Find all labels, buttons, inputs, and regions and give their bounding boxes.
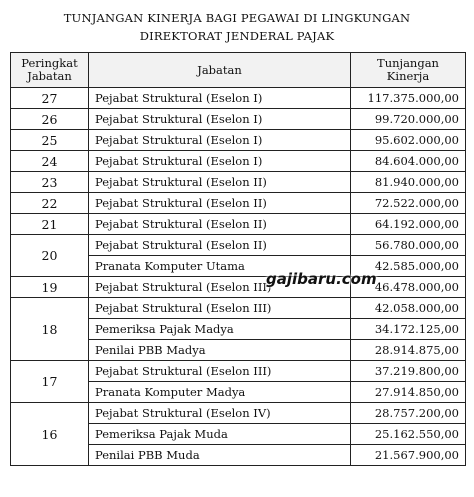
grade-cell: 26: [11, 109, 89, 130]
allowance-cell: 84.604.000,00: [351, 151, 466, 172]
grade-cell: 19: [11, 277, 89, 298]
grade-cell: 23: [11, 172, 89, 193]
position-cell: Pranata Komputer Utama: [89, 256, 351, 277]
position-cell: Pemeriksa Pajak Madya: [89, 319, 351, 340]
table-row: [11, 361, 466, 382]
position-cell: Pranata Komputer Madya: [89, 382, 351, 403]
allowance-cell: 28.757.200,00: [351, 403, 466, 424]
grade-cell: 27: [11, 88, 89, 109]
position-cell: Pejabat Struktural (Eselon IV): [89, 403, 351, 424]
position-cell: Penilai PBB Muda: [89, 445, 351, 466]
table-row: [11, 172, 466, 193]
allowance-cell: 34.172.125,00: [351, 319, 466, 340]
table-row: [11, 214, 466, 235]
grade-cell: 24: [11, 151, 89, 172]
allowance-cell: 117.375.000,00: [351, 88, 466, 109]
header-grade-line1: Peringkat: [21, 56, 78, 70]
table-row: [11, 403, 466, 424]
allowance-cell: 37.219.800,00: [351, 361, 466, 382]
grade-cell: 25: [11, 130, 89, 151]
position-cell: Pejabat Struktural (Eselon II): [89, 193, 351, 214]
watermark-text: gajibaru.com: [266, 270, 377, 288]
allowance-cell: 81.940.000,00: [351, 172, 466, 193]
header-allowance: Tunjangan Kinerja: [351, 53, 466, 88]
position-cell: Pejabat Struktural (Eselon III): [89, 298, 351, 319]
position-cell: Pejabat Struktural (Eselon I): [89, 130, 351, 151]
position-cell: Penilai PBB Madya: [89, 340, 351, 361]
header-position: Jabatan: [89, 53, 351, 88]
allowance-cell: 42.058.000,00: [351, 298, 466, 319]
table-row: [11, 109, 466, 130]
allowance-cell: 56.780.000,00: [351, 235, 466, 256]
position-cell: Pemeriksa Pajak Muda: [89, 424, 351, 445]
allowance-cell: 64.192.000,00: [351, 214, 466, 235]
allowance-cell: 72.522.000,00: [351, 193, 466, 214]
position-cell: Pejabat Struktural (Eselon I): [89, 88, 351, 109]
allowance-cell: 21.567.900,00: [351, 445, 466, 466]
allowance-cell: 46.478.000,00: [351, 277, 466, 298]
document-title-line2: DIREKTORAT JENDERAL PAJAK: [139, 29, 335, 43]
position-cell: Pejabat Struktural (Eselon II): [89, 214, 351, 235]
table-row: [11, 235, 466, 256]
grade-cell: 20: [11, 235, 89, 277]
grade-cell: 16: [11, 403, 89, 466]
table-row: [11, 88, 466, 109]
allowance-table: [10, 52, 466, 466]
table-row: [11, 151, 466, 172]
grade-cell: 17: [11, 361, 89, 403]
grade-cell: 18: [11, 298, 89, 361]
allowance-cell: 28.914.875,00: [351, 340, 466, 361]
table-row: [11, 277, 466, 298]
document-title-line1: TUNJANGAN KINERJA BAGI PEGAWAI DI LINGKUNGAN: [63, 11, 411, 25]
grade-cell: 21: [11, 214, 89, 235]
header-grade: [11, 53, 89, 88]
allowance-cell: 99.720.000,00: [351, 109, 466, 130]
table-row: [11, 298, 466, 319]
position-cell: Pejabat Struktural (Eselon III): [89, 277, 351, 298]
allowance-cell: 95.602.000,00: [351, 130, 466, 151]
position-cell: Pejabat Struktural (Eselon II): [89, 235, 351, 256]
table-header-row: [11, 53, 466, 88]
position-cell: Pejabat Struktural (Eselon II): [89, 172, 351, 193]
header-grade-line2: Jabatan: [27, 69, 72, 83]
allowance-cell: 27.914.850,00: [351, 382, 466, 403]
position-cell: Pejabat Struktural (Eselon I): [89, 151, 351, 172]
position-cell: Pejabat Struktural (Eselon I): [89, 109, 351, 130]
allowance-cell: 25.162.550,00: [351, 424, 466, 445]
table-row: [11, 193, 466, 214]
table-row: [11, 130, 466, 151]
position-cell: Pejabat Struktural (Eselon III): [89, 361, 351, 382]
allowance-cell: 42.585.000,00: [351, 256, 466, 277]
grade-cell: 22: [11, 193, 89, 214]
